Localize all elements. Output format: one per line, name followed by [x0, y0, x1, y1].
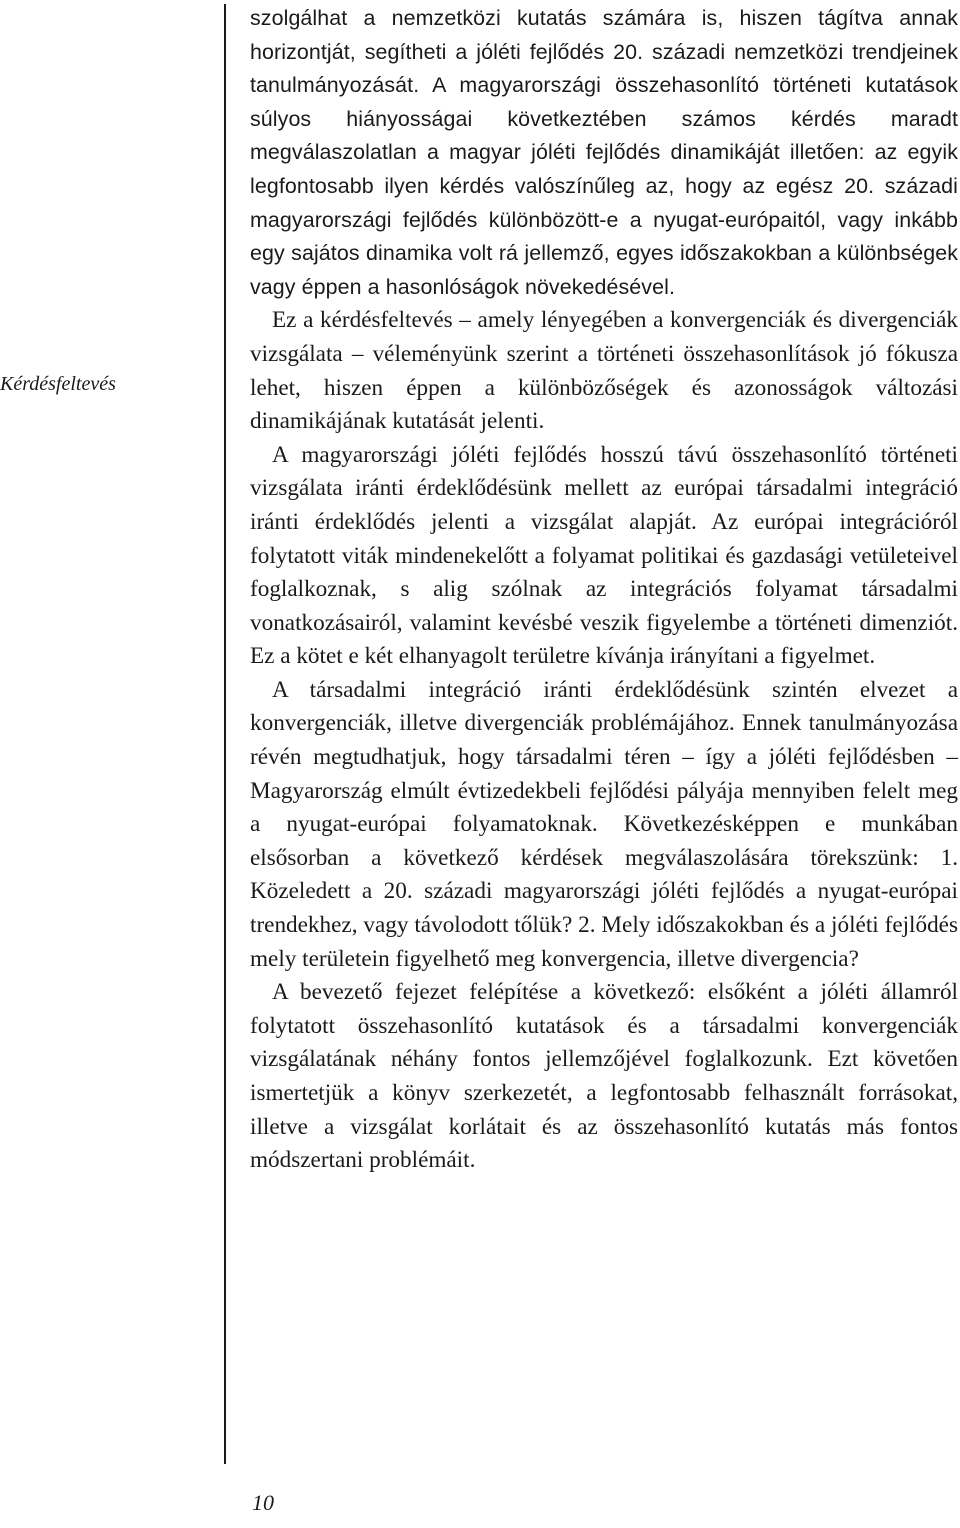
paragraph-1: szolgálhat a nemzetközi kutatás számára is, hiszen tágítva annak horizontját, segítheti a jóléti fejlődés 20. századi nemzetközi trendjeinek tanulmányozását. A magyarországi összehasonlító történeti kutatások súlyos hiányosságai következtében számos kérdés maradt megválaszolatlan a magyar jóléti fejlődés dinamikáját illetően: az egyik legfontosabb ilyen kérdés valószínűleg az, hogy az egész 20. századi magyarországi fejlődés különbözött-e a nyugat-európaitól, vagy inkább egy sajátos dinamika volt rá jellemző, egyes időszakokban a különbségek vagy éppen a hasonlóságok növekedésével.: [250, 6, 958, 299]
paragraph-4: A társadalmi integráció iránti érdeklődésünk szintén elvezet a konvergenciák, illetve divergenciák problémájához. Ennek tanulmányozása révén megtudhatjuk, hogy társadalmi téren – így a jóléti fejlődésben – Magyarország elmúlt évtizedekbeli fejlődési pályája mennyiben felelt meg a nyugat-európai folyamatoknak. Következésképpen e munkában elsősorban a következő kérdések megválaszolására törekszünk: 1. Közeledett a 20. századi magyarországi jóléti fejlődés a nyugat-európai trendekhez, vagy távolodott tőlük? 2. Mely időszakokban és a jóléti fejlődés mely területein figyelhető meg konvergencia, illetve divergencia?: [250, 676, 958, 972]
paragraph-5: A bevezető fejezet felépítése a következő: elsőként a jóléti államról folytatott összehasonlító kutatások és a társadalmi konvergenciák vizsgálatának néhány fontos jellemzőjével foglalkozunk. Ezt követően ismertetjük a könyv szerkezetét, a legfontosabb felhasznált forrásokat, illetve a vizsgálat korlátait és az összehasonlító kutatás más fontos módszertani problémáit.: [250, 979, 958, 1174]
margin-note: Kérdésfeltevés: [0, 373, 116, 395]
paragraph-3: A magyarországi jóléti fejlődés hosszú távú összehasonlító történeti vizsgálata iránti érdeklődésünk mellett az európai társadalmi integráció iránti érdeklődés jelenti a vizsgálat alapját. Az európai integrációról folytatott viták mindenekelőtt a folyamat politikai és gazdasági vetületeivel foglalkoznak, s alig szólnak az integrációs folyamat társadalmi vonatkozásairól, valamint kevésbé veszik figyelembe a történeti dimenziót. Ez a kötet e két elhanyagolt területre kívánja irányítani a figyelmet.: [250, 441, 958, 670]
page-number: 10: [252, 1490, 274, 1515]
vertical-rule: [224, 4, 226, 1464]
body-text: [250, 2, 958, 1178]
paragraph-2: Ez a kérdésfeltevés – amely lényegében a konvergenciák és divergenciák vizsgálata – véleményünk szerint a történeti összehasonlítások jó fókusza lehet, hiszen éppen a különbözőségek és azonosságok változási dinamikájának kutatását jelenti.: [250, 307, 958, 435]
